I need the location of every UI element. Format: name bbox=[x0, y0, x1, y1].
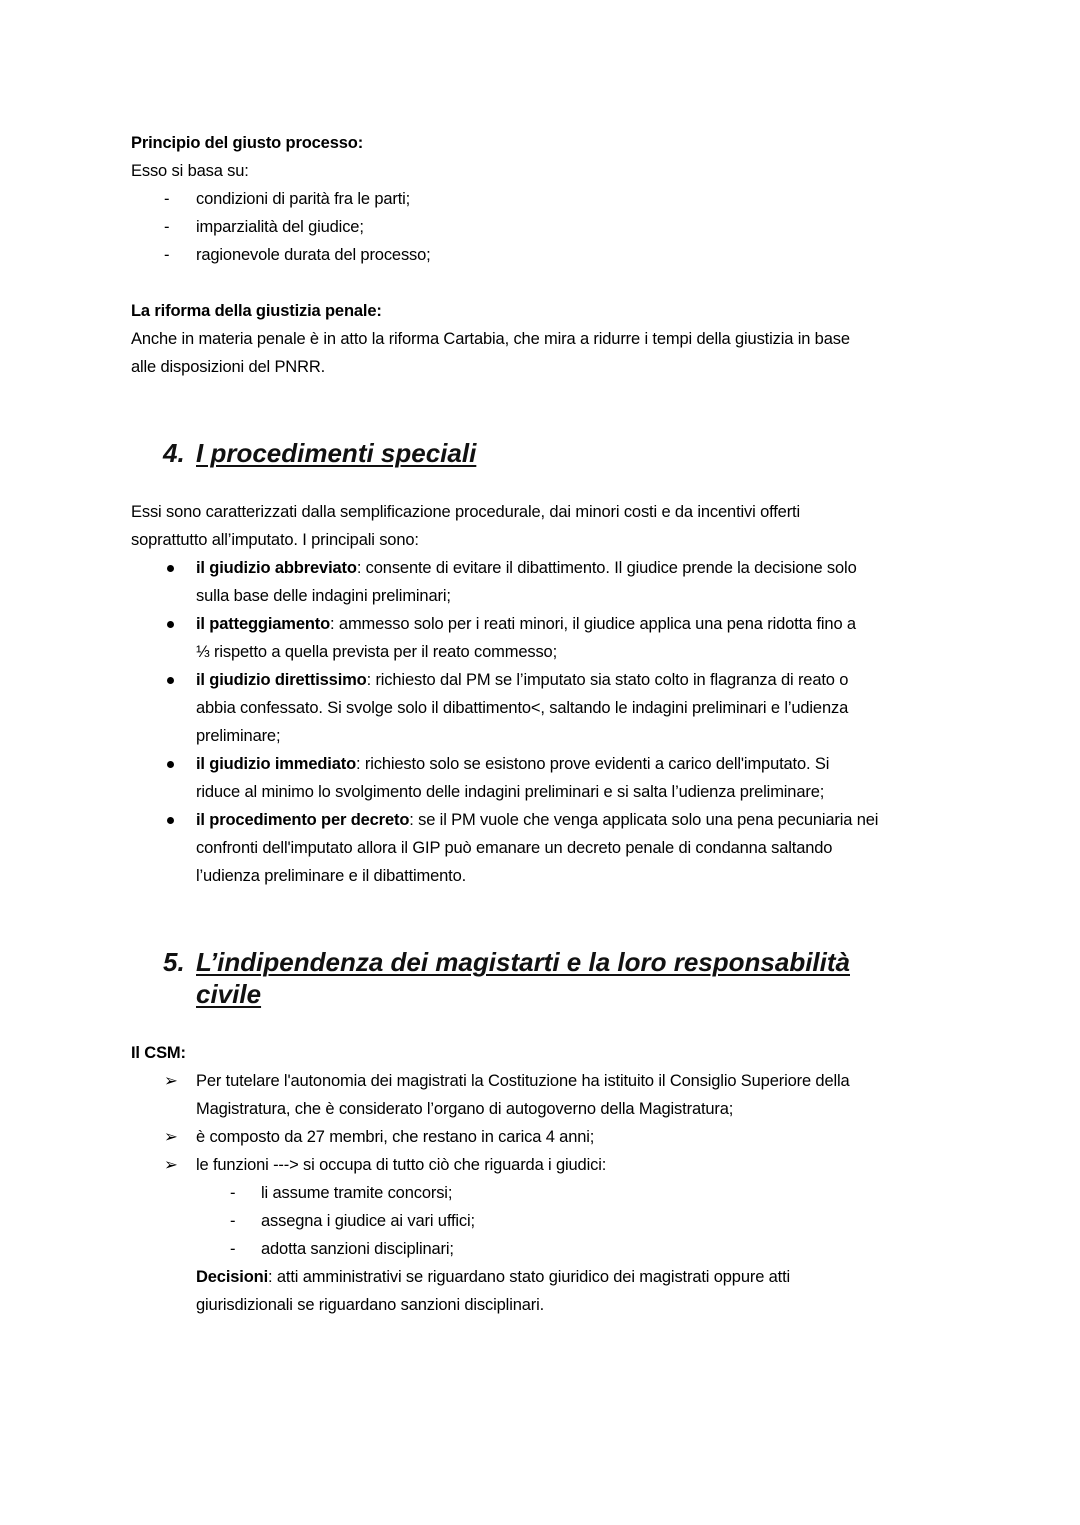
procedure-term: il patteggiamento bbox=[196, 615, 331, 633]
procedure-text: : ammesso solo per i reati minori, il giudice applica una pena ridotta fino a bbox=[330, 615, 856, 633]
procedimenti-block bbox=[131, 498, 878, 890]
list-item bbox=[131, 554, 878, 582]
section-title: I procedimenti speciali bbox=[196, 438, 477, 468]
decisioni-line-continued: giurisdizionali se riguardano sanzioni disciplinari. bbox=[196, 1296, 545, 1314]
list-item-continued bbox=[131, 834, 878, 862]
sub-list-item: - li assume tramite concorsi; bbox=[131, 1179, 850, 1207]
section-number: 5. bbox=[163, 947, 185, 977]
procedure-text: ⅓ rispetto a quella prevista per il reato commesso; bbox=[196, 643, 558, 661]
list-item-continued bbox=[131, 582, 878, 610]
procedure-text: : richiesto dal PM se l’imputato sia stato colto in flagranza di reato o bbox=[366, 671, 849, 689]
procedure-term: il giudizio abbreviato bbox=[196, 559, 357, 577]
arrow-bullet-icon: ➢ bbox=[164, 1072, 178, 1090]
procedure-text: : richiesto solo se esistono prove evidenti a carico dell'imputato. Si bbox=[356, 755, 830, 773]
arrow-bullet-icon: ➢ bbox=[164, 1156, 178, 1174]
list-item bbox=[131, 610, 878, 638]
procedure-text: confronti dell'imputato allora il GIP può emanare un decreto penale di condanna saltando bbox=[196, 839, 833, 857]
bullet-icon bbox=[167, 621, 174, 628]
list-item: ➢ le funzioni ---> si occupa di tutto ciò che riguarda i giudici: bbox=[131, 1151, 850, 1179]
procedure-text: l’udienza preliminare e il dibattimento. bbox=[196, 867, 467, 885]
paragraph-line: Anche in materia penale è in atto la riforma Cartabia, che mira a ridurre i tempi della giustizia in base bbox=[131, 330, 850, 348]
procedure-term: il procedimento per decreto bbox=[196, 811, 410, 829]
bullet-icon bbox=[167, 677, 174, 684]
riforma-block bbox=[131, 297, 850, 381]
list-item bbox=[131, 750, 878, 778]
procedure-text: abbia confessato. Si svolge solo il dibattimento<, saltando le indagini preliminari e l’udienza bbox=[196, 699, 849, 717]
list-item: ➢ Per tutelare l'autonomia dei magistrati la Costituzione ha istituito il Consiglio Superiore della bbox=[131, 1067, 850, 1095]
procedure-text: : consente di evitare il dibattimento. Il giudice prende la decisione solo bbox=[356, 559, 857, 577]
dash-icon: - bbox=[230, 1184, 236, 1202]
csm-heading: Il CSM: bbox=[131, 1044, 186, 1062]
giusto-processo-heading: Principio del giusto processo: bbox=[131, 134, 364, 152]
procedure-term: il giudizio direttissimo bbox=[196, 671, 367, 689]
csm-block bbox=[131, 1039, 850, 1319]
bullet-icon bbox=[167, 817, 174, 824]
list-item-continued bbox=[131, 722, 878, 750]
paragraph-line: alle disposizioni del PNRR. bbox=[131, 358, 326, 376]
section-4-heading bbox=[163, 437, 476, 469]
list-item-continued bbox=[131, 638, 878, 666]
section-5-heading bbox=[163, 946, 850, 1010]
paragraph-line: soprattutto all’imputato. I principali sono: bbox=[131, 531, 419, 549]
list-item-continued bbox=[131, 778, 878, 806]
arrow-bullet-icon: ➢ bbox=[164, 1128, 178, 1146]
bullet-icon bbox=[167, 761, 174, 768]
list-item bbox=[131, 666, 878, 694]
dash-icon: - bbox=[230, 1240, 236, 1258]
section-number: 4. bbox=[163, 438, 185, 468]
sub-list-item: - assegna i giudice ai vari uffici; bbox=[131, 1207, 850, 1235]
giusto-processo-block bbox=[131, 129, 431, 269]
list-item-continued bbox=[131, 694, 878, 722]
dash-icon: - bbox=[164, 246, 170, 264]
dash-icon: - bbox=[164, 218, 170, 236]
dash-icon: - bbox=[164, 190, 170, 208]
procedure-term: il giudizio immediato bbox=[196, 755, 357, 773]
bullet-icon bbox=[167, 565, 174, 572]
list-item-continued bbox=[131, 862, 878, 890]
procedure-text: sulla base delle indagini preliminari; bbox=[196, 587, 451, 605]
dash-icon: - bbox=[230, 1212, 236, 1230]
section-title: L’indipendenza dei magistarti e la loro responsabilità bbox=[196, 947, 850, 977]
sub-list-item: - adotta sanzioni disciplinari; bbox=[131, 1235, 850, 1263]
list-item bbox=[131, 806, 878, 834]
list-item: - imparzialità del giudice; bbox=[131, 213, 431, 241]
procedure-text: riduce al minimo lo svolgimento delle indagini preliminari e si salta l’udienza preliminare; bbox=[196, 783, 825, 801]
section-title-continued: civile bbox=[196, 979, 262, 1009]
procedure-text: : se il PM vuole che venga applicata solo una pena pecuniaria nei bbox=[409, 811, 879, 829]
procedure-text: preliminare; bbox=[196, 727, 281, 745]
list-item: - ragionevole durata del processo; bbox=[131, 241, 431, 269]
decisioni-line: Decisioni: atti amministrativi se riguardano stato giuridico dei magistrati oppure atti bbox=[196, 1268, 791, 1286]
list-item: - condizioni di parità fra le parti; bbox=[131, 185, 431, 213]
list-item: ➢ è composto da 27 membri, che restano in carica 4 anni; bbox=[131, 1123, 850, 1151]
giusto-processo-intro: Esso si basa su: bbox=[131, 162, 249, 180]
list-item-continued: Magistratura, che è considerato l’organo di autogoverno della Magistratura; bbox=[196, 1100, 734, 1118]
paragraph-line: Essi sono caratterizzati dalla semplificazione procedurale, dai minori costi e da incentivi offerti bbox=[131, 503, 801, 521]
riforma-heading: La riforma della giustizia penale: bbox=[131, 302, 382, 320]
procedimenti-list bbox=[131, 554, 878, 890]
